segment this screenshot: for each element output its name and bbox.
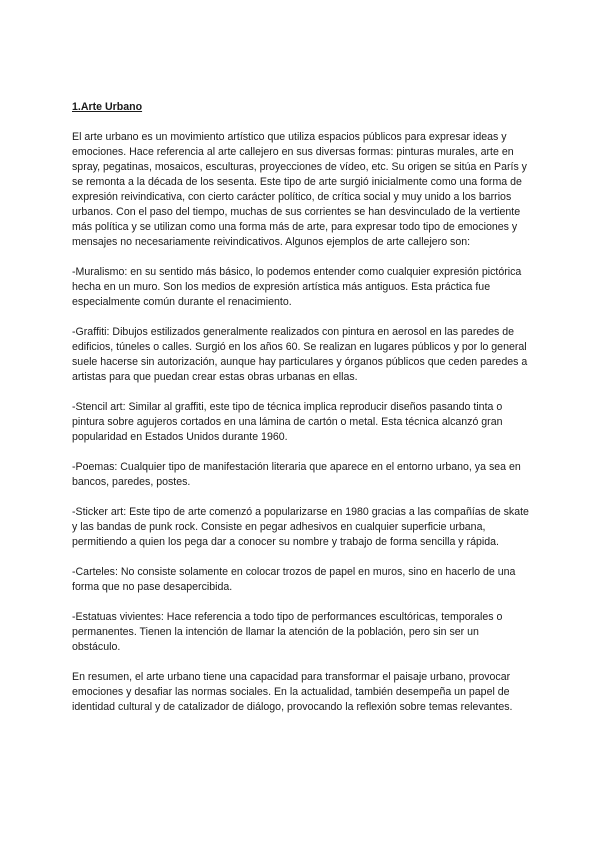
document-title: 1.Arte Urbano [72,101,143,113]
paragraph-carteles: -Carteles: No consiste solamente en colocar trozos de papel en muros, sino en hacerlo de una forma que no pase desapercibida. [72,566,516,593]
paragraph-stencil-art: -Stencil art: Similar al graffiti, este tipo de técnica implica reproducir diseños pasando tinta o pintura sobre agujeros cortados en una lámina de cartón o metal. Esta técnica alcanzó gran popularidad en Estados Unidos durante 1960. [72,401,503,443]
paragraph-muralismo: -Muralismo: en su sentido más básico, lo podemos entender como cualquier expresión pictórica hecha en un muro. Son los medios de expresión artística más antiguos. Esta práctica fue especialmente común durante el renacimiento. [72,266,522,308]
paragraph-estatuas-vivientes: -Estatuas vivientes: Hace referencia a todo tipo de performances escultóricas, temporales o permanentes. Tienen la intención de llamar la atención de la población, pero sin ser un obstáculo. [72,611,503,653]
paragraph-poemas: -Poemas: Cualquier tipo de manifestación literaria que aparece en el entorno urbano, ya sea en bancos, paredes, postes. [72,461,521,488]
paragraph-intro: El arte urbano es un movimiento artístico que utiliza espacios públicos para expresar ideas y emociones. Hace referencia al arte callejero en sus diversas formas: pinturas murales, arte en spray, pegatinas, mosaicos, esculturas, proyecciones de vídeo, etc. Su origen se sitúa en París y se remonta a la década de los sesenta. Este tipo de arte surgió inicialmente como una forma de expresión reivindicativa, con cierto carácter político, de crítica social y muy unido a los barrios urbanos. Con el paso del tiempo, muchas de sus corrientes se han desvinculado de la vertiente más política y se utilizan como una forma más de arte, para expresar todo tipo de emociones y mensajes no necesariamente reivindicativos. Algunos ejemplos de arte callejero son: [72,131,527,248]
paragraph-graffiti: -Graffiti: Dibujos estilizados generalmente realizados con pintura en aerosol en las paredes de edificios, túneles o calles. Surgió en los años 60. Se realizan en lugares públicos y por lo general suele hacerse sin autorización, aunque hay particulares y órganos públicos que ceden paredes a artistas para que puedan crear estas obras urbanas en ellas. [72,326,528,383]
paragraph-resumen: En resumen, el arte urbano tiene una capacidad para transformar el paisaje urbano, provocar emociones y desafiar las normas sociales. En la actualidad, también desempeña un papel de identidad cultural y de catalizador de diálogo, provocando la reflexión sobre temas relevantes. [72,671,513,713]
document-page [72,100,530,730]
paragraph-sticker-art: -Sticker art: Este tipo de arte comenzó a popularizarse en 1980 gracias a las compañías de skate y las bandas de punk rock. Consiste en pegar adhesivos en cualquier superficie urbana, permitiendo a quien los pega dar a conocer su nombre y trabajo de forma sencilla y rápida. [72,506,529,548]
